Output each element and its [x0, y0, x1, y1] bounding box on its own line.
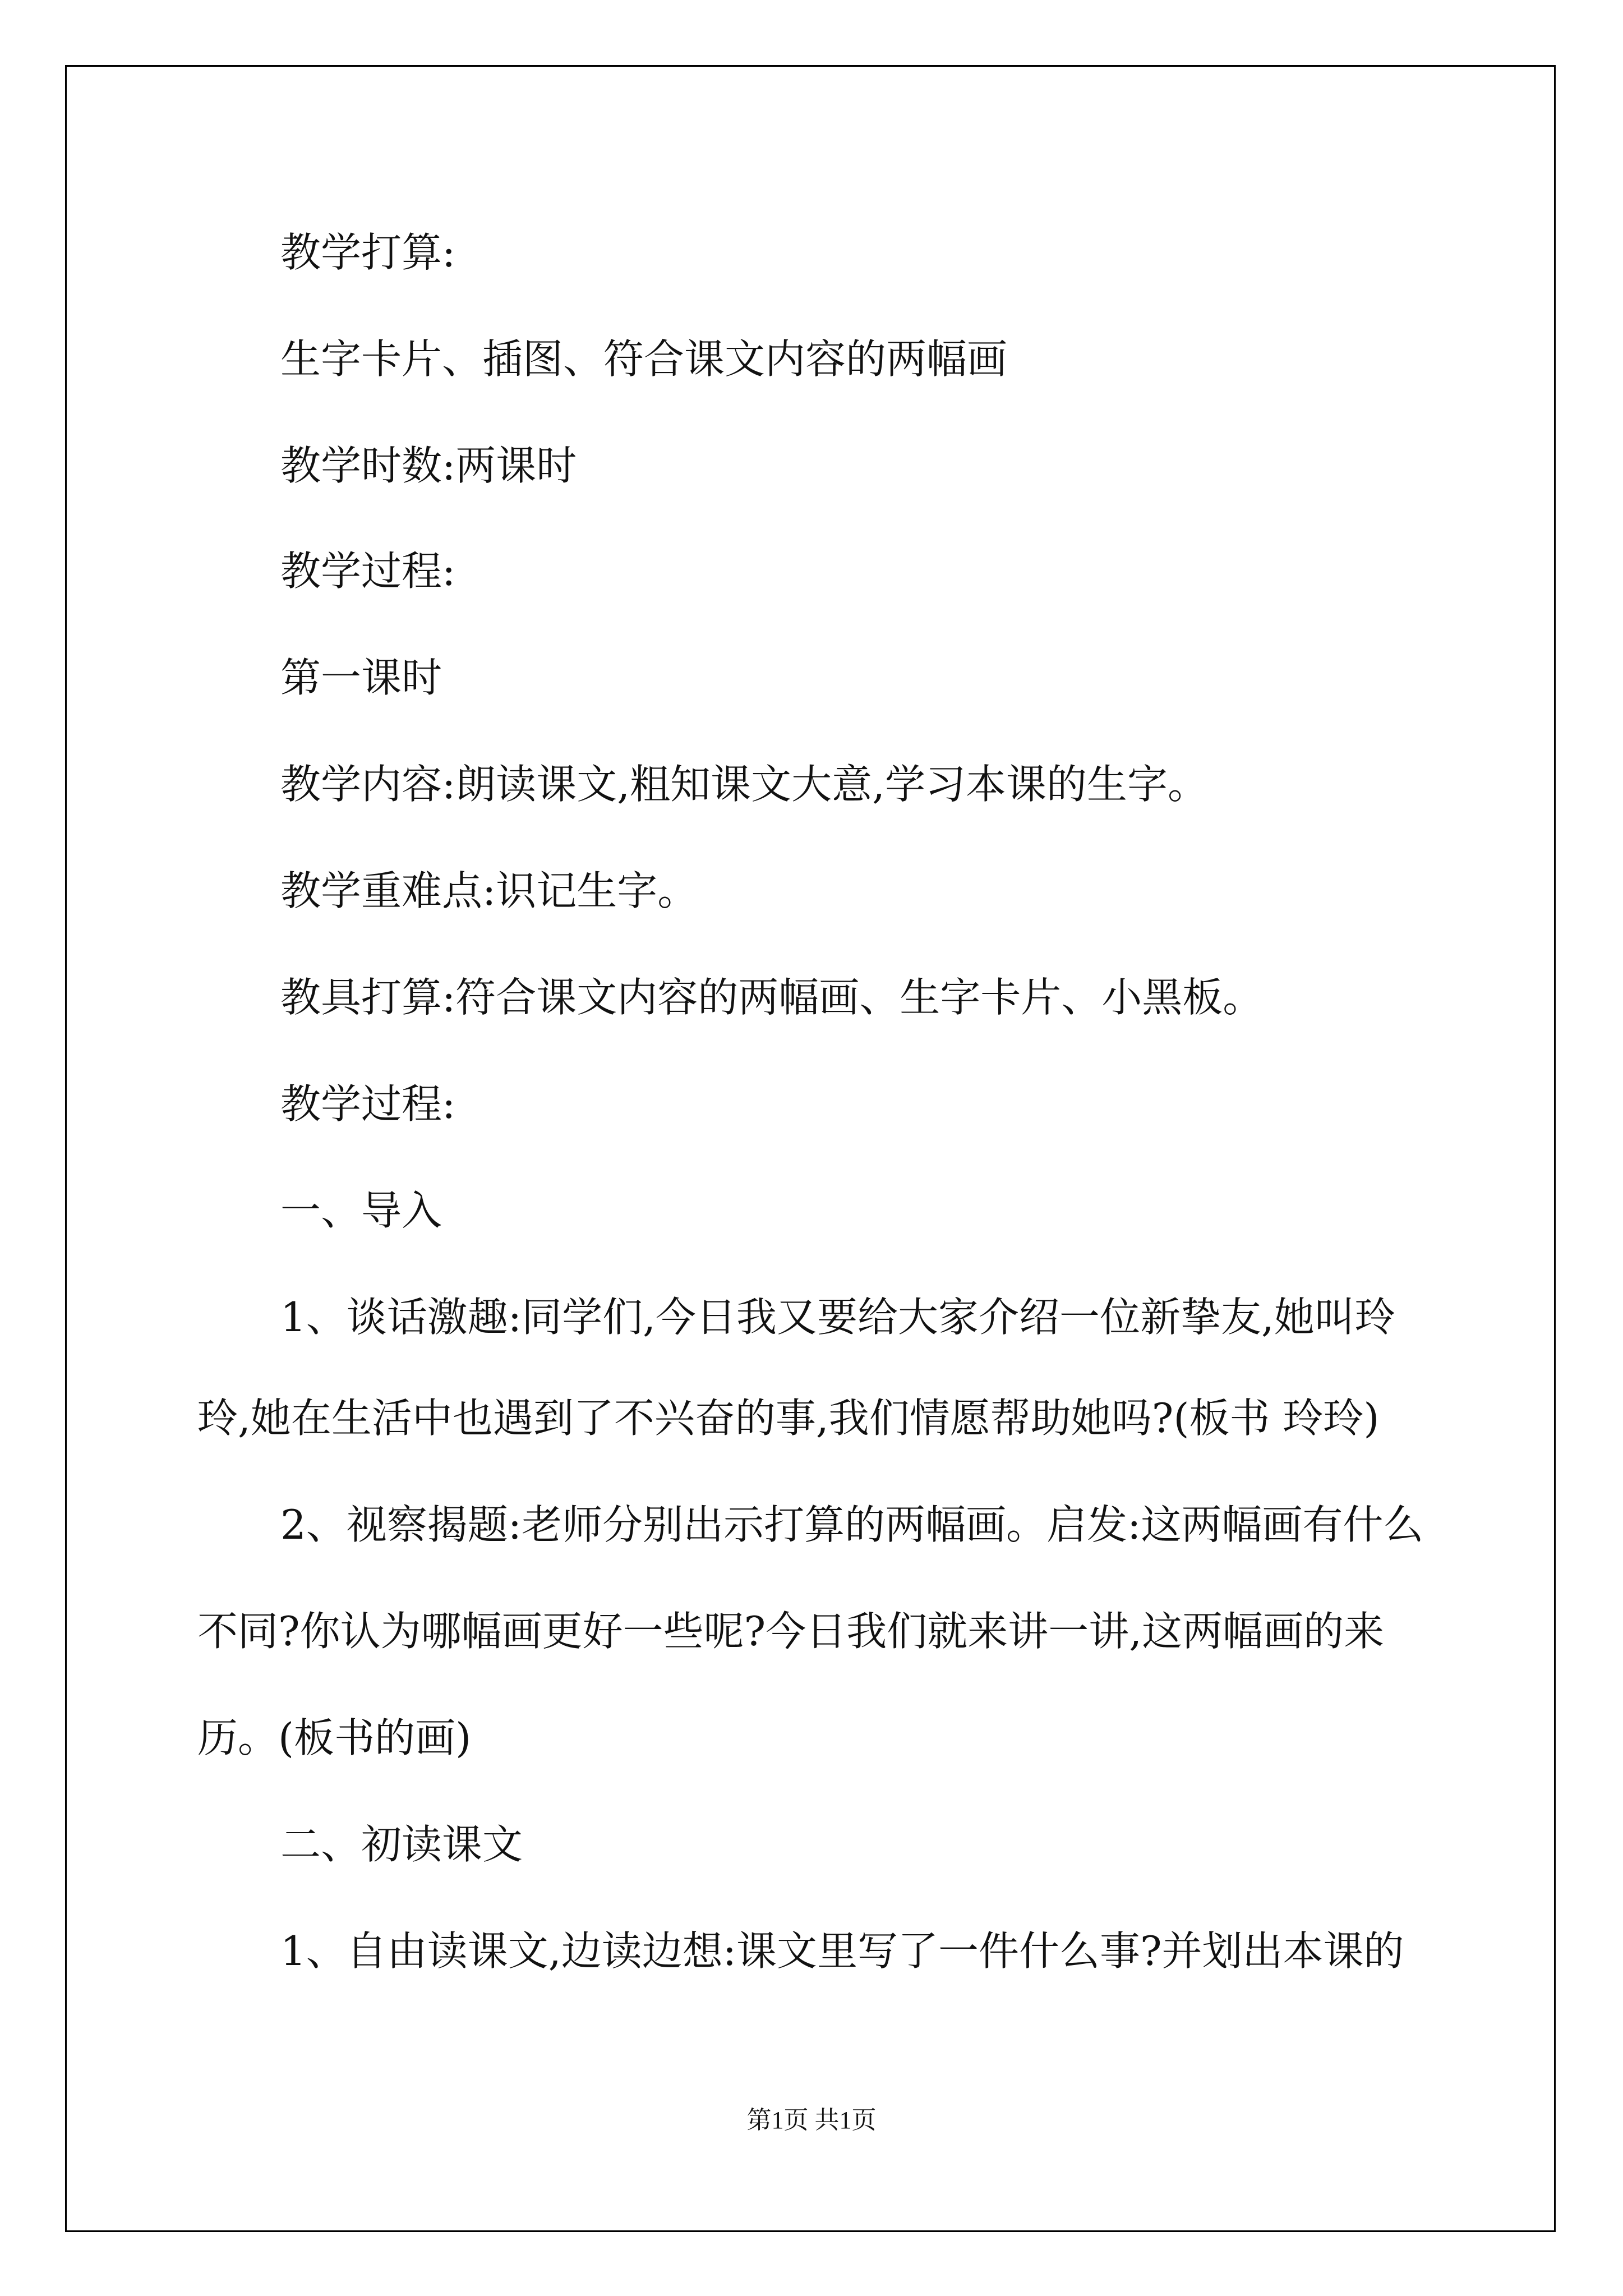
text-line: 1、自由读课文,边读边想:课文里写了一件什么事?并划出本课的: [280, 1927, 1404, 1975]
text-line: 2、视察揭题:老师分别出示打算的两幅画。启发:这两幅画有什么: [280, 1501, 1424, 1548]
text-line: 1、谈话激趣:同学们,今日我又要给大家介绍一位新挚友,她叫玲: [280, 1294, 1395, 1341]
text-line: 一、导入: [280, 1187, 442, 1234]
text-line: 教学过程:: [280, 1080, 456, 1128]
text-line: 教具打算:符合课文内容的两幅画、生字卡片、小黑板。: [280, 974, 1264, 1021]
page-border: [65, 65, 1556, 2232]
text-line: 历。(板书的画): [197, 1714, 472, 1761]
text-line: 二、初读课文: [280, 1821, 523, 1868]
text-line: 教学重难点:识记生字。: [280, 867, 698, 914]
text-line: 玲,她在生活中也遇到了不兴奋的事,我们情愿帮助她吗?(板书 玲玲): [197, 1395, 1380, 1442]
page-footer: 第1页 共1页: [746, 2106, 877, 2134]
text-line: 第一课时: [280, 654, 442, 701]
text-line: 教学时数:两课时: [280, 442, 577, 489]
text-line: 教学内容:朗读课文,粗知课文大意,学习本课的生字。: [280, 761, 1209, 808]
text-line: 教学打算:: [280, 229, 456, 276]
text-line: 生字卡片、插图、符合课文内容的两幅画: [280, 335, 1008, 383]
text-line: 教学过程:: [280, 547, 456, 595]
text-line: 不同?你认为哪幅画更好一些呢?今日我们就来讲一讲,这两幅画的来: [197, 1608, 1385, 1655]
